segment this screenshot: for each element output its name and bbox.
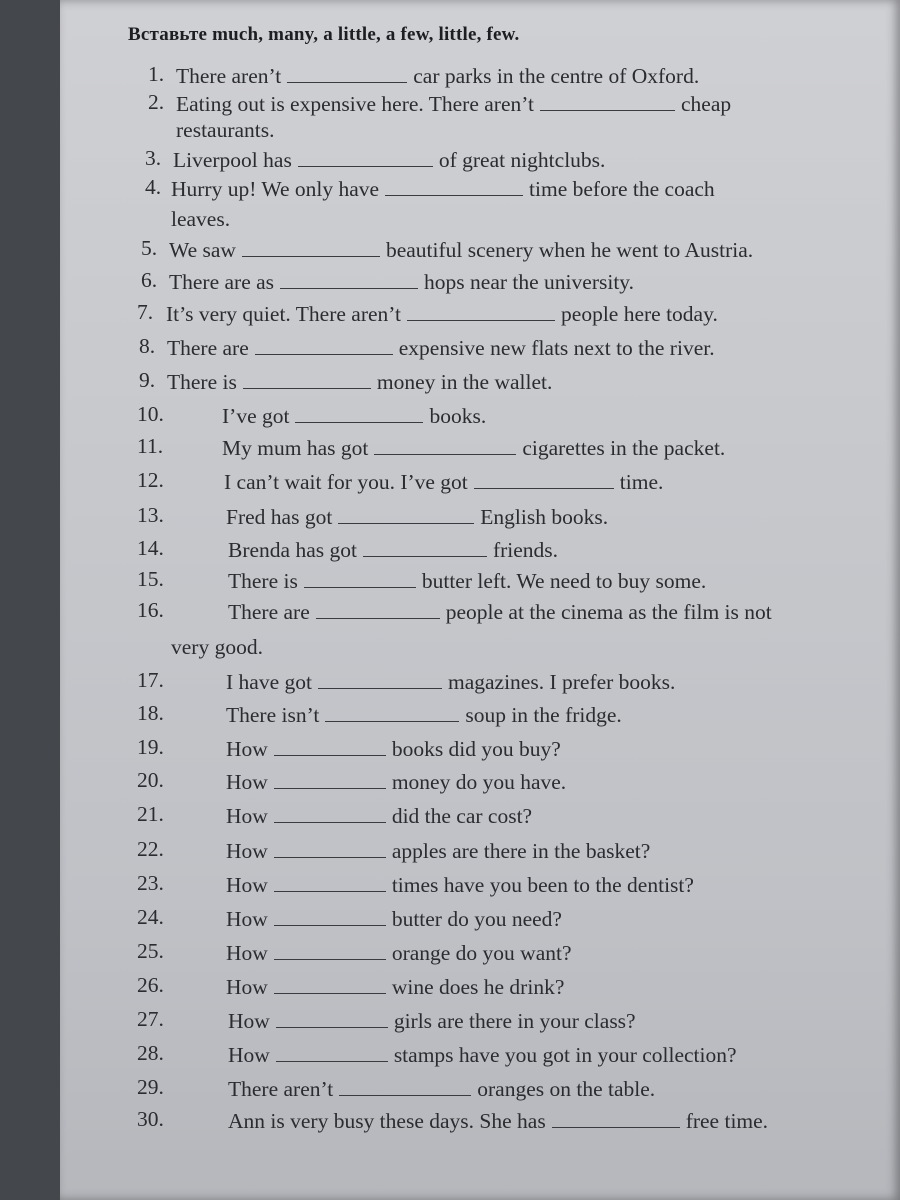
item-continuation: leaves.: [171, 207, 231, 231]
item-text-before: Liverpool has: [173, 148, 292, 172]
answer-blank[interactable]: [374, 436, 516, 455]
item-number: 30.: [137, 1107, 164, 1131]
answer-blank[interactable]: [255, 336, 393, 355]
item-text-after: stamps have you got in your collection?: [393, 1043, 737, 1067]
answer-blank[interactable]: [540, 92, 675, 111]
answer-blank[interactable]: [385, 177, 523, 196]
item-number: 25.: [137, 939, 164, 963]
answer-blank[interactable]: [276, 1009, 388, 1028]
item-text-after: oranges on the table.: [477, 1077, 656, 1101]
item-number: 17.: [137, 668, 164, 692]
answer-blank[interactable]: [552, 1109, 680, 1128]
answer-blank[interactable]: [318, 670, 442, 689]
exercise-item: [169, 238, 753, 262]
exercise-item: [167, 336, 715, 360]
item-text-after: books did you buy?: [391, 737, 561, 761]
item-text-before: There are as: [169, 270, 275, 294]
answer-blank[interactable]: [339, 1077, 471, 1096]
item-text-after: money in the wallet.: [376, 370, 553, 394]
item-text-after: people at the cinema as the film is not: [445, 600, 772, 624]
exercise-item: [228, 1009, 636, 1033]
item-number: 28.: [137, 1041, 164, 1065]
item-text-before: There isn’t: [226, 703, 320, 727]
exercise-item: [228, 1077, 655, 1101]
exercise-item: [226, 873, 694, 897]
answer-blank[interactable]: [407, 302, 555, 321]
item-text-before: How: [226, 941, 268, 965]
item-text-after: cheap: [681, 92, 732, 116]
exercise-item: [166, 302, 718, 326]
item-text-before: How: [228, 1043, 270, 1067]
answer-blank[interactable]: [338, 505, 474, 524]
exercise-item: [169, 270, 634, 294]
item-text-before: How: [226, 737, 268, 761]
item-text-after: of great nightclubs.: [438, 148, 606, 172]
item-text-before: I have got: [226, 670, 312, 694]
answer-blank[interactable]: [274, 770, 386, 789]
item-number: 3.: [145, 146, 162, 170]
item-number: 21.: [137, 802, 164, 826]
item-number: 16.: [137, 598, 164, 622]
item-text-after: apples are there in the basket?: [391, 839, 651, 863]
item-number: 9.: [139, 368, 156, 392]
item-text-before: My mum has got: [222, 436, 369, 460]
exercise-item: [226, 670, 675, 694]
answer-blank[interactable]: [242, 238, 380, 257]
answer-blank[interactable]: [243, 370, 371, 389]
item-number: 7.: [137, 300, 154, 324]
item-text-before: There are: [167, 336, 249, 360]
item-text-before: Eating out is expensive here. There aren’t: [176, 92, 535, 116]
answer-blank[interactable]: [274, 839, 386, 858]
item-text-after: books.: [429, 404, 487, 428]
item-number: 26.: [137, 973, 164, 997]
exercise-item: [228, 569, 706, 593]
exercise-item: [173, 148, 605, 172]
item-text-before: How: [226, 975, 268, 999]
item-text-after: butter do you need?: [391, 907, 562, 931]
item-text-after: friends.: [492, 538, 559, 562]
item-text-before: Fred has got: [226, 505, 333, 529]
item-text-after: beautiful scenery when he went to Austria.: [385, 238, 754, 262]
item-text-after: time.: [619, 470, 664, 494]
item-number: 5.: [141, 236, 158, 260]
exercise-item: [167, 370, 552, 394]
answer-blank[interactable]: [474, 470, 614, 489]
item-text-before: It’s very quiet. There aren’t: [166, 302, 402, 326]
item-text-after: free time.: [685, 1109, 769, 1133]
exercise-item: [226, 839, 650, 863]
item-number: 20.: [137, 768, 164, 792]
item-text-after: hops near the university.: [424, 270, 635, 294]
item-text-before: There aren’t: [228, 1077, 334, 1101]
item-number: 24.: [137, 905, 164, 929]
item-continuation: very good.: [171, 635, 263, 659]
item-text-before: There aren’t: [176, 64, 282, 88]
exercise-item: [228, 1043, 737, 1067]
item-text-before: How: [226, 770, 268, 794]
answer-blank[interactable]: [274, 737, 386, 756]
item-text-after: soup in the fridge.: [465, 703, 622, 727]
item-number: 27.: [137, 1007, 164, 1031]
exercise-item: [226, 975, 564, 999]
exercise-item: [222, 436, 725, 460]
item-text-after: wine does he drink?: [391, 975, 565, 999]
item-number: 1.: [148, 62, 165, 86]
answer-blank[interactable]: [274, 941, 386, 960]
answer-blank[interactable]: [287, 64, 407, 83]
answer-blank[interactable]: [274, 804, 386, 823]
answer-blank[interactable]: [276, 1043, 388, 1062]
exercise-item: [228, 538, 558, 562]
item-text-after: people here today.: [561, 302, 718, 326]
item-number: 23.: [137, 871, 164, 895]
item-text-before: How: [226, 907, 268, 931]
exercise-item: [226, 770, 566, 794]
item-text-before: There is: [167, 370, 237, 394]
item-text-after: money do you have.: [391, 770, 567, 794]
item-text-before: How: [226, 873, 268, 897]
exercise-item: [226, 703, 622, 727]
item-number: 10.: [137, 402, 164, 426]
item-text-before: How: [226, 804, 268, 828]
item-text-before: There is: [228, 569, 298, 593]
item-text-after: did the car cost?: [391, 804, 533, 828]
item-number: 12.: [137, 468, 164, 492]
item-text-before: How: [228, 1009, 270, 1033]
exercise-item: [226, 804, 532, 828]
item-text-after: English books.: [480, 505, 609, 529]
item-number: 14.: [137, 536, 164, 560]
item-text-before: We saw: [169, 238, 236, 262]
item-number: 11.: [137, 434, 164, 458]
exercise-item: [226, 737, 561, 761]
item-text-before: I’ve got: [222, 404, 290, 428]
exercise-item: [176, 64, 699, 88]
item-number: 19.: [137, 735, 164, 759]
item-number: 13.: [137, 503, 164, 527]
answer-blank[interactable]: [295, 404, 423, 423]
item-text-after: expensive new flats next to the river.: [398, 336, 715, 360]
item-text-before: How: [226, 839, 268, 863]
item-text-before: Hurry up! We only have: [171, 177, 380, 201]
exercise-item: [171, 177, 715, 201]
answer-blank[interactable]: [274, 907, 386, 926]
item-text-before: Brenda has got: [228, 538, 357, 562]
item-number: 6.: [141, 268, 158, 292]
item-text-before: There are: [228, 600, 310, 624]
item-text-after: butter left. We need to buy some.: [421, 569, 707, 593]
exercise-item: [226, 907, 562, 931]
item-text-after: girls are there in your class?: [393, 1009, 636, 1033]
item-number: 22.: [137, 837, 164, 861]
answer-blank[interactable]: [363, 538, 487, 557]
item-text-after: orange do you want?: [391, 941, 572, 965]
exercise-item: [226, 505, 608, 529]
item-number: 4.: [145, 175, 162, 199]
exercise-item: [222, 404, 486, 428]
item-text-after: time before the coach: [529, 177, 715, 201]
item-text-after: cigarettes in the packet.: [522, 436, 726, 460]
item-text-after: car parks in the centre of Oxford.: [413, 64, 700, 88]
item-text-before: I can’t wait for you. I’ve got: [224, 470, 468, 494]
item-number: 18.: [137, 701, 164, 725]
exercise-item: [176, 92, 731, 116]
item-text-before: Ann is very busy these days. She has: [228, 1109, 546, 1133]
answer-blank[interactable]: [325, 703, 459, 722]
exercise-item: [224, 470, 663, 494]
exercise-item: [226, 941, 572, 965]
exercise-item: [228, 600, 772, 624]
answer-blank[interactable]: [274, 975, 386, 994]
item-text-after: times have you been to the dentist?: [391, 873, 694, 897]
item-number: 8.: [139, 334, 156, 358]
page-title: Вставьте much, many, a little, a few, little, few.: [128, 24, 520, 45]
answer-blank[interactable]: [274, 873, 386, 892]
item-number: 2.: [148, 90, 165, 114]
item-continuation: restaurants.: [176, 118, 275, 142]
answer-blank[interactable]: [304, 569, 416, 588]
answer-blank[interactable]: [280, 270, 418, 289]
item-number: 15.: [137, 567, 164, 591]
item-text-after: magazines. I prefer books.: [447, 670, 676, 694]
answer-blank[interactable]: [298, 148, 433, 167]
answer-blank[interactable]: [316, 600, 440, 619]
item-number: 29.: [137, 1075, 164, 1099]
exercise-item: [228, 1109, 768, 1133]
